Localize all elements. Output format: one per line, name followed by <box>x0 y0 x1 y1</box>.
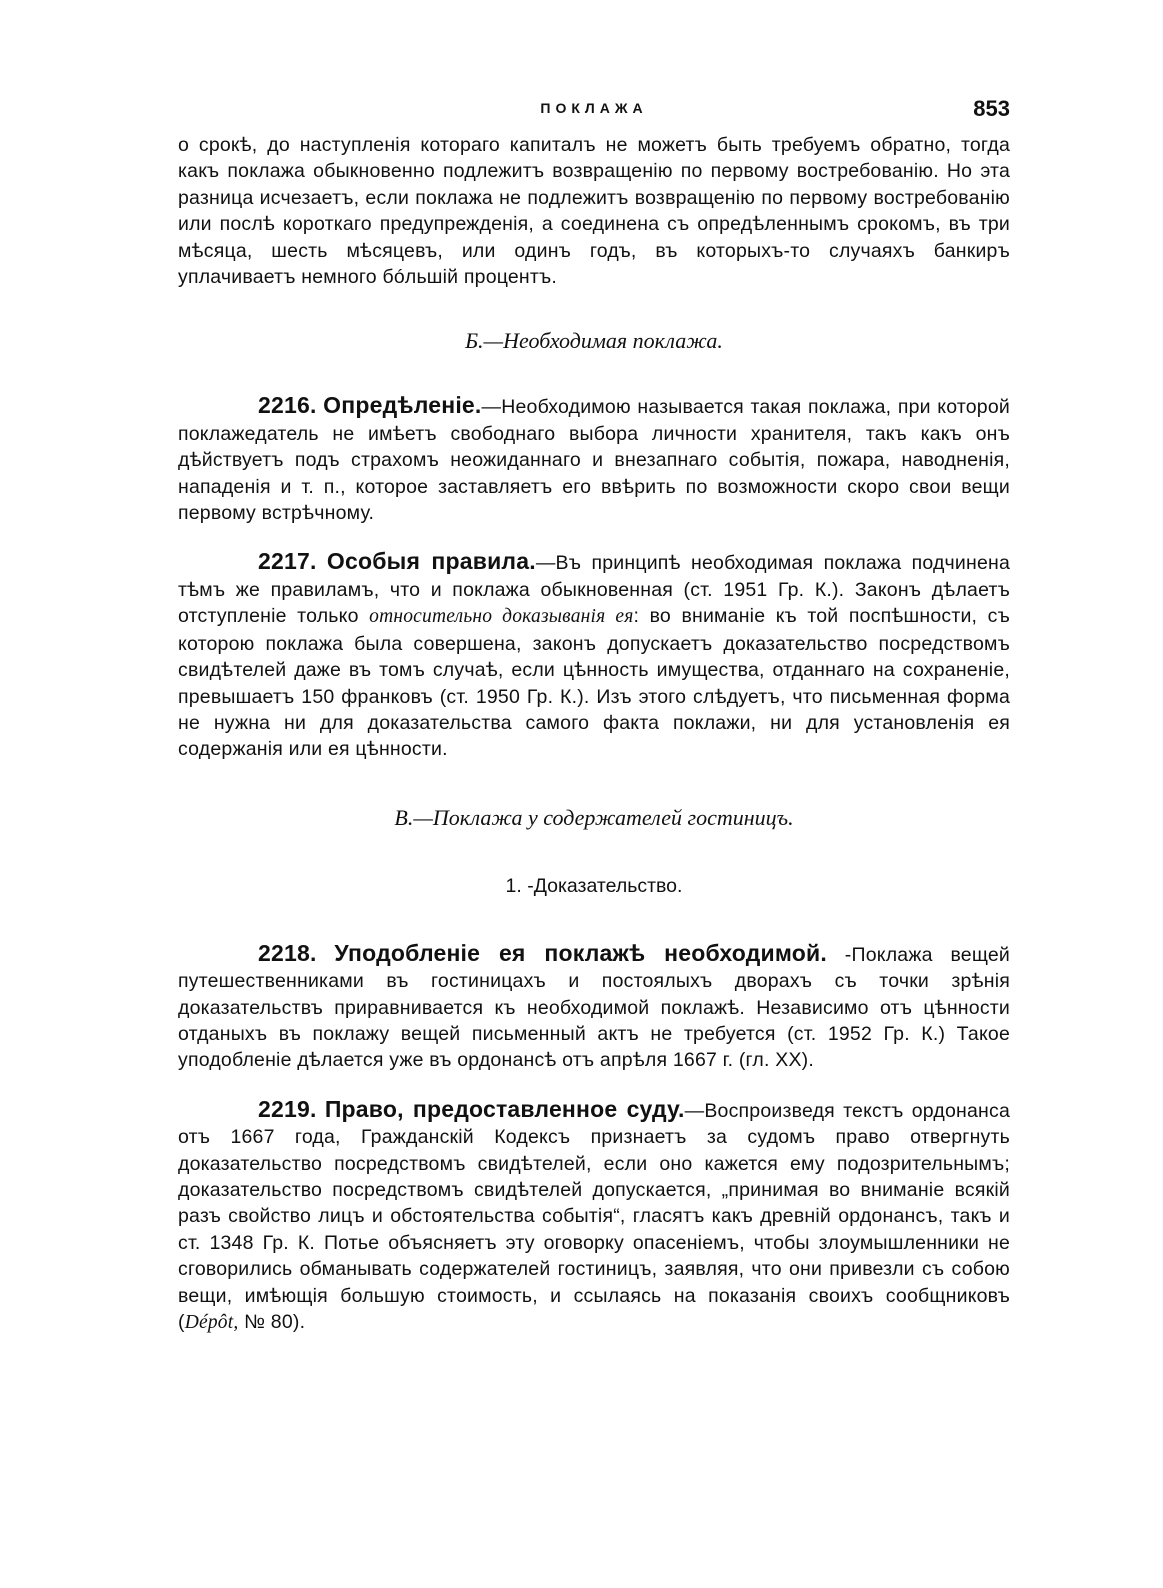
article-text: —Въ принципѣ необходимая поклажа подчинена тѣмъ же правиламъ, что и поклажа обыкновенная (ст. 1951 Гр. К.). Законъ дѣлаетъ отступленіе только <box>178 552 1011 628</box>
article-number: 2217. <box>258 548 317 575</box>
article-2217 <box>178 548 1010 762</box>
running-title: ПОКЛАЖА <box>540 100 648 116</box>
article-2216 <box>178 392 1010 526</box>
article-number: 2218. <box>258 939 317 966</box>
article-title: Право, предоставленное суду. <box>324 1095 685 1122</box>
article-text: -Поклажа вещей путешественниками въ гостиницахъ и постоялыхъ дворахъ съ точки зрѣнія доказательствъ приравнивается къ необходимой поклажѣ. Независимо отъ цѣнности отданыхъ въ поклажу вещей письменный актъ не требуется (ст. 1952 Гр. К.) Такое уподобленіе дѣлается уже въ ордонансѣ отъ апрѣля 1667 г. (гл. XX). <box>178 943 1010 1072</box>
article-title: Опредѣленіе. <box>323 392 482 419</box>
article-text-italic: относительно доказыванія ея <box>369 606 634 628</box>
page-number: 853 <box>973 96 1010 121</box>
article-title: Особыя правила. <box>326 548 536 575</box>
article-text: : во вниманіе къ той поспѣшности, съ которою поклажа была совершена, законъ допускаетъ доказательство посредствомъ свидѣтелей даже въ томъ случаѣ, если цѣнность имущества, отданнаго на сохраненіе, превышаетъ 150 франковъ (ст. 1950 Гр. К.). Изъ этого слѣдуетъ, что письменная форма не нужна ни для доказательства самого факта поклажи, ни для установленія ея содержанія или ея цѣнности. <box>178 605 1010 761</box>
section-v-heading: В.—Поклажа у содержателей гостиницъ. <box>394 804 794 830</box>
article-number: 2216. <box>258 392 317 419</box>
running-head <box>178 96 1010 132</box>
article-text: № 80). <box>238 1311 306 1333</box>
article-text: —Необходимою называется такая поклажа, при которой поклажедатель не имѣетъ свободнаго выбора личности хранителя, такъ какъ онъ дѣйствуетъ подъ страхомъ неожиданнаго и внезапнаго событія, пожара, наводненія, нападенія и т. п., которое заставляетъ его ввѣрить по возможности скоро свои вещи первому встрѣчному. <box>178 396 1010 525</box>
article-number: 2219. <box>258 1095 317 1122</box>
intro-paragraph: о срокѣ, до наступленія котораго капиталъ не можетъ быть требуемъ обратно, тогда какъ поклажа обыкновенно подлежитъ возвращенію по первому востребованію. Но эта разница исчезаетъ, если поклажа не подлежитъ возвращенію по первому востребованію или послѣ короткаго предупрежденія, а соединена съ опредѣленнымъ срокомъ, въ три мѣсяца, шесть мѣсяцевъ, или одинъ годъ, въ которыхъ-то случаяхъ банкиръ уплачиваетъ немного бóльшій процентъ. <box>178 134 1010 289</box>
article-2218 <box>178 940 1010 1074</box>
book-page <box>178 96 1010 1336</box>
article-2219 <box>178 1096 1010 1337</box>
article-text-italic: Dépôt, <box>184 1312 239 1333</box>
article-text: —Воспроизведя текстъ ордонанса отъ 1667 года, Гражданскій Кодексъ признаетъ за судомъ право отвергнуть доказательство посредствомъ свидѣтелей, если оно кажется ему подозрительнымъ; доказательство посредствомъ свидѣтелей допускается, „принимая во вниманіе всякій разъ свойство лицъ и обстоятельства событія“, гласятъ какъ древній ордонансъ, такъ и ст. 1348 Гр. К. Потье объясняетъ эту оговорку опасеніемъ, чтобы злоумышленники не сговорились обманывать содержателей гостиницъ, заявляя, что они привезли съ собою вещи, имѣющія большую стоимость, и ссылаясь на показанія своихъ сообщниковъ ( <box>178 1099 1010 1333</box>
article-title: Уподобленіе ея поклажѣ необходимой. <box>334 939 827 966</box>
section-b-heading: Б.—Необходимая поклажа. <box>465 328 723 354</box>
section-v-subheading: 1. -Доказательство. <box>505 874 683 897</box>
